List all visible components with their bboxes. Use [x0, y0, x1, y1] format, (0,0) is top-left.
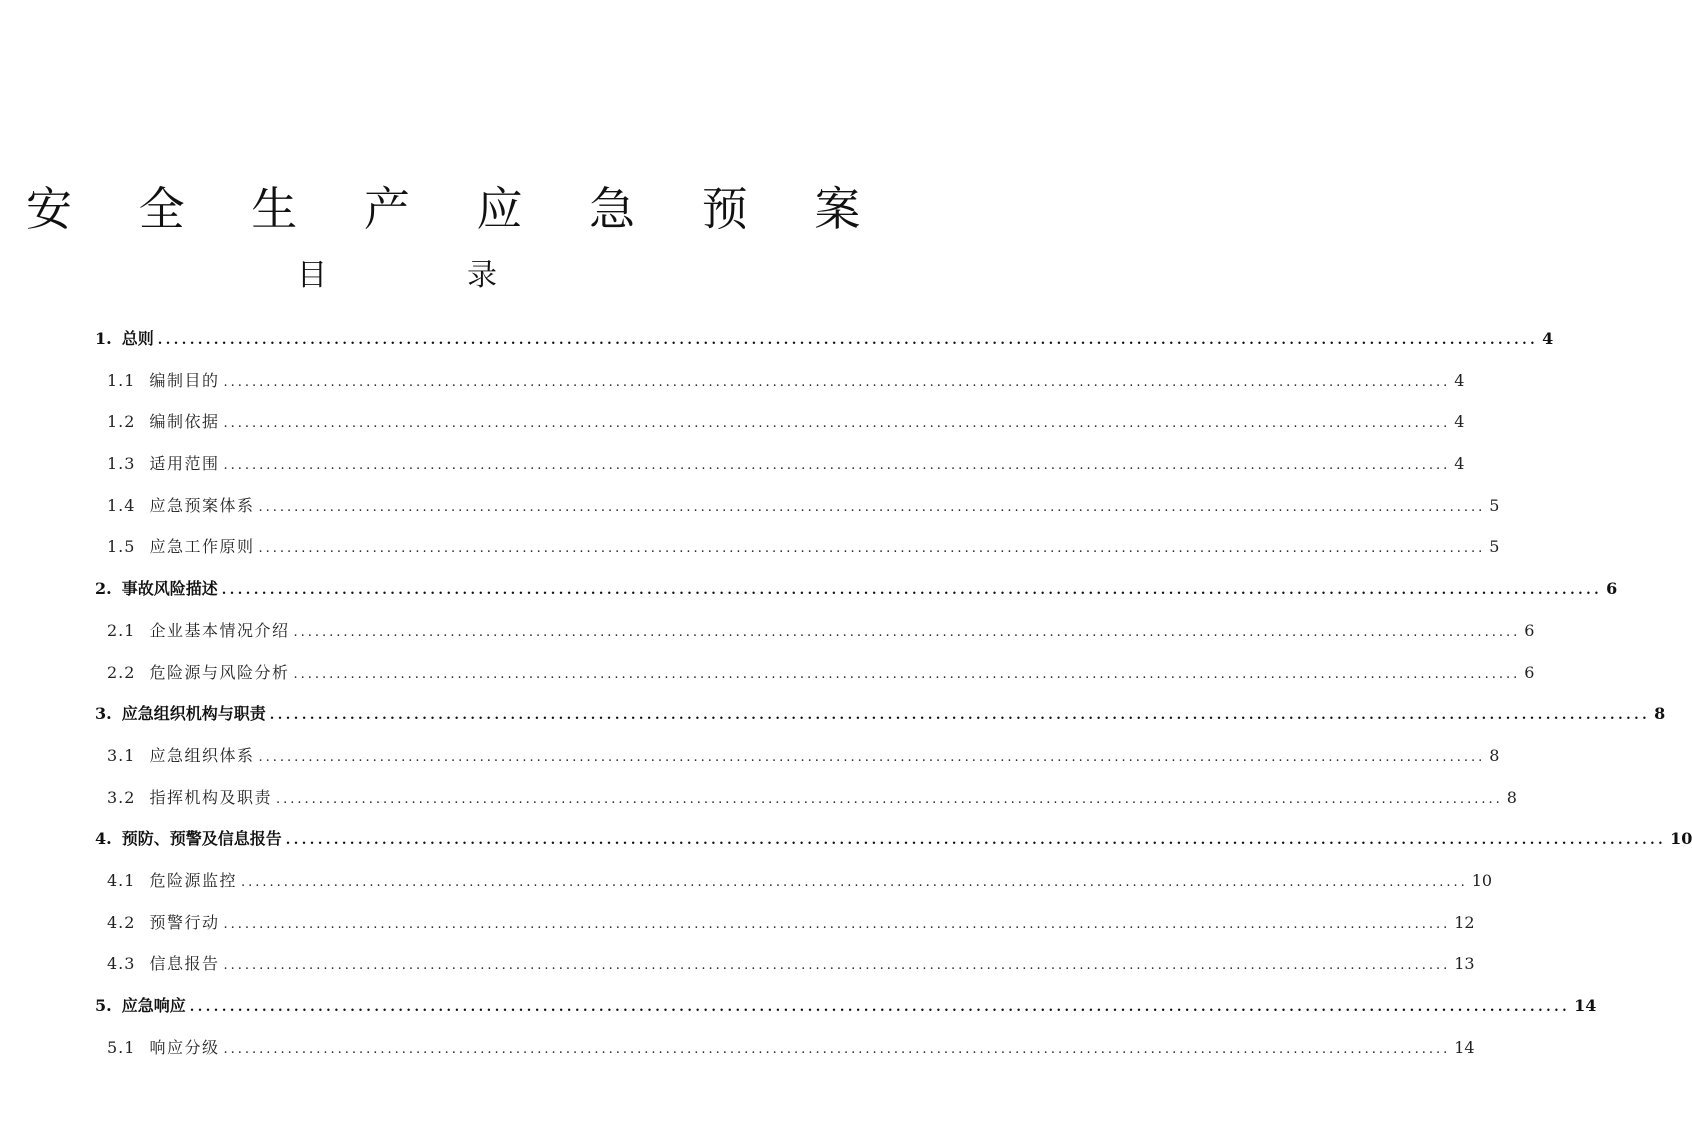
toc-entry-title: 危险源与风险分析 [149, 662, 290, 682]
toc-heading-right: 录 [467, 258, 497, 293]
toc-section-entry[interactable] [95, 777, 1517, 819]
toc-entry-page: 4 [1454, 370, 1465, 390]
table-of-contents [95, 318, 1692, 1068]
toc-dot-leader [258, 528, 1485, 570]
toc-entry-page: 12 [1454, 912, 1475, 932]
toc-entry-number: 5.1 [107, 1037, 136, 1057]
toc-heading-left: 目 [297, 258, 327, 293]
toc-dot-leader [223, 445, 1450, 487]
toc-entry-page: 5 [1489, 495, 1500, 515]
toc-section-entry[interactable] [95, 860, 1493, 902]
toc-heading [0, 256, 794, 296]
toc-entry-page: 10 [1471, 870, 1493, 890]
toc-section-entry[interactable] [95, 526, 1500, 568]
toc-entry-page: 8 [1489, 745, 1500, 765]
toc-entry-number: 2. [95, 579, 112, 599]
toc-dot-leader [223, 945, 1450, 987]
toc-entry-number: 1. [95, 329, 112, 348]
toc-entry-title: 适用范围 [149, 454, 220, 474]
toc-dot-leader [286, 820, 1666, 862]
toc-entry-title: 应急工作原则 [149, 537, 255, 557]
toc-entry-page: 5 [1489, 537, 1500, 557]
toc-entry-title: 应急预案体系 [149, 495, 255, 515]
toc-dot-leader [222, 570, 1602, 612]
toc-chapter-entry[interactable] [95, 693, 1666, 735]
toc-dot-leader [223, 362, 1450, 404]
toc-entry-number: 3.1 [107, 745, 136, 765]
toc-dot-leader [223, 403, 1450, 445]
toc-entry-title: 危险源监控 [149, 870, 237, 890]
toc-section-entry[interactable] [95, 610, 1535, 652]
toc-section-entry[interactable] [95, 401, 1465, 443]
toc-entry-title: 预防、预警及信息报告 [121, 829, 282, 849]
toc-entry-page: 8 [1506, 787, 1517, 807]
toc-entry-title: 指挥机构及职责 [149, 787, 272, 807]
toc-entry-page: 4 [1454, 454, 1465, 474]
toc-entry-page: 13 [1454, 954, 1475, 974]
document-title: 安 全 生 产 应 急 预 案 [26, 181, 887, 236]
toc-dot-leader [223, 1029, 1450, 1071]
toc-section-entry[interactable] [95, 485, 1500, 527]
toc-entry-page: 6 [1606, 579, 1618, 599]
toc-chapter-entry[interactable] [95, 985, 1597, 1027]
toc-section-entry[interactable] [95, 1027, 1475, 1069]
toc-entry-number: 4.3 [107, 954, 136, 974]
toc-entry-title: 编制依据 [149, 412, 220, 432]
toc-dot-leader [223, 904, 1450, 946]
toc-entry-number: 3.2 [107, 787, 136, 807]
toc-entry-number: 5. [95, 996, 112, 1015]
toc-section-entry[interactable] [95, 943, 1475, 985]
toc-entry-title: 响应分级 [149, 1037, 220, 1057]
toc-entry-title: 应急组织体系 [149, 745, 255, 765]
toc-entry-page: 6 [1524, 662, 1535, 682]
toc-entry-number: 3. [95, 704, 112, 724]
toc-entry-title: 编制目的 [149, 370, 220, 390]
toc-section-entry[interactable] [95, 735, 1500, 777]
toc-dot-leader [276, 779, 1503, 821]
toc-section-entry[interactable] [95, 360, 1465, 402]
toc-entry-title: 总则 [121, 329, 154, 348]
toc-entry-title: 预警行动 [149, 912, 220, 932]
toc-dot-leader [258, 737, 1485, 779]
toc-entry-number: 1.4 [107, 495, 136, 515]
toc-entry-number: 1.1 [107, 370, 136, 390]
toc-chapter-entry[interactable] [95, 818, 1692, 860]
toc-dot-leader [258, 487, 1485, 529]
toc-entry-title: 事故风险描述 [121, 579, 218, 599]
toc-entry-page: 4 [1454, 412, 1465, 432]
toc-dot-leader [158, 320, 1538, 362]
toc-chapter-entry[interactable] [95, 568, 1618, 610]
toc-entry-number: 1.2 [107, 412, 136, 432]
toc-dot-leader [293, 654, 1520, 696]
toc-entry-number: 1.3 [107, 454, 136, 474]
toc-section-entry[interactable] [95, 443, 1465, 485]
toc-section-entry[interactable] [95, 902, 1475, 944]
toc-entry-title: 信息报告 [149, 954, 220, 974]
toc-entry-page: 14 [1454, 1037, 1475, 1057]
toc-dot-leader [190, 987, 1570, 1029]
toc-entry-page: 14 [1574, 996, 1597, 1015]
toc-dot-leader [241, 862, 1468, 904]
toc-entry-page: 8 [1654, 704, 1666, 724]
toc-entry-title: 企业基本情况介绍 [149, 620, 290, 640]
toc-dot-leader [293, 612, 1520, 654]
toc-entry-page: 10 [1670, 829, 1692, 849]
toc-entry-number: 4.1 [107, 870, 136, 890]
toc-entry-number: 4. [95, 829, 112, 849]
toc-entry-number: 1.5 [107, 537, 136, 557]
toc-section-entry[interactable] [95, 652, 1535, 694]
toc-dot-leader [270, 695, 1650, 737]
toc-entry-number: 4.2 [107, 912, 136, 932]
toc-entry-number: 2.2 [107, 662, 136, 682]
toc-entry-number: 2.1 [107, 620, 136, 640]
toc-entry-title: 应急组织机构与职责 [121, 704, 266, 724]
toc-entry-title: 应急响应 [121, 996, 186, 1015]
toc-chapter-entry[interactable] [95, 318, 1554, 360]
toc-entry-page: 6 [1524, 620, 1535, 640]
toc-entry-page: 4 [1542, 329, 1554, 348]
